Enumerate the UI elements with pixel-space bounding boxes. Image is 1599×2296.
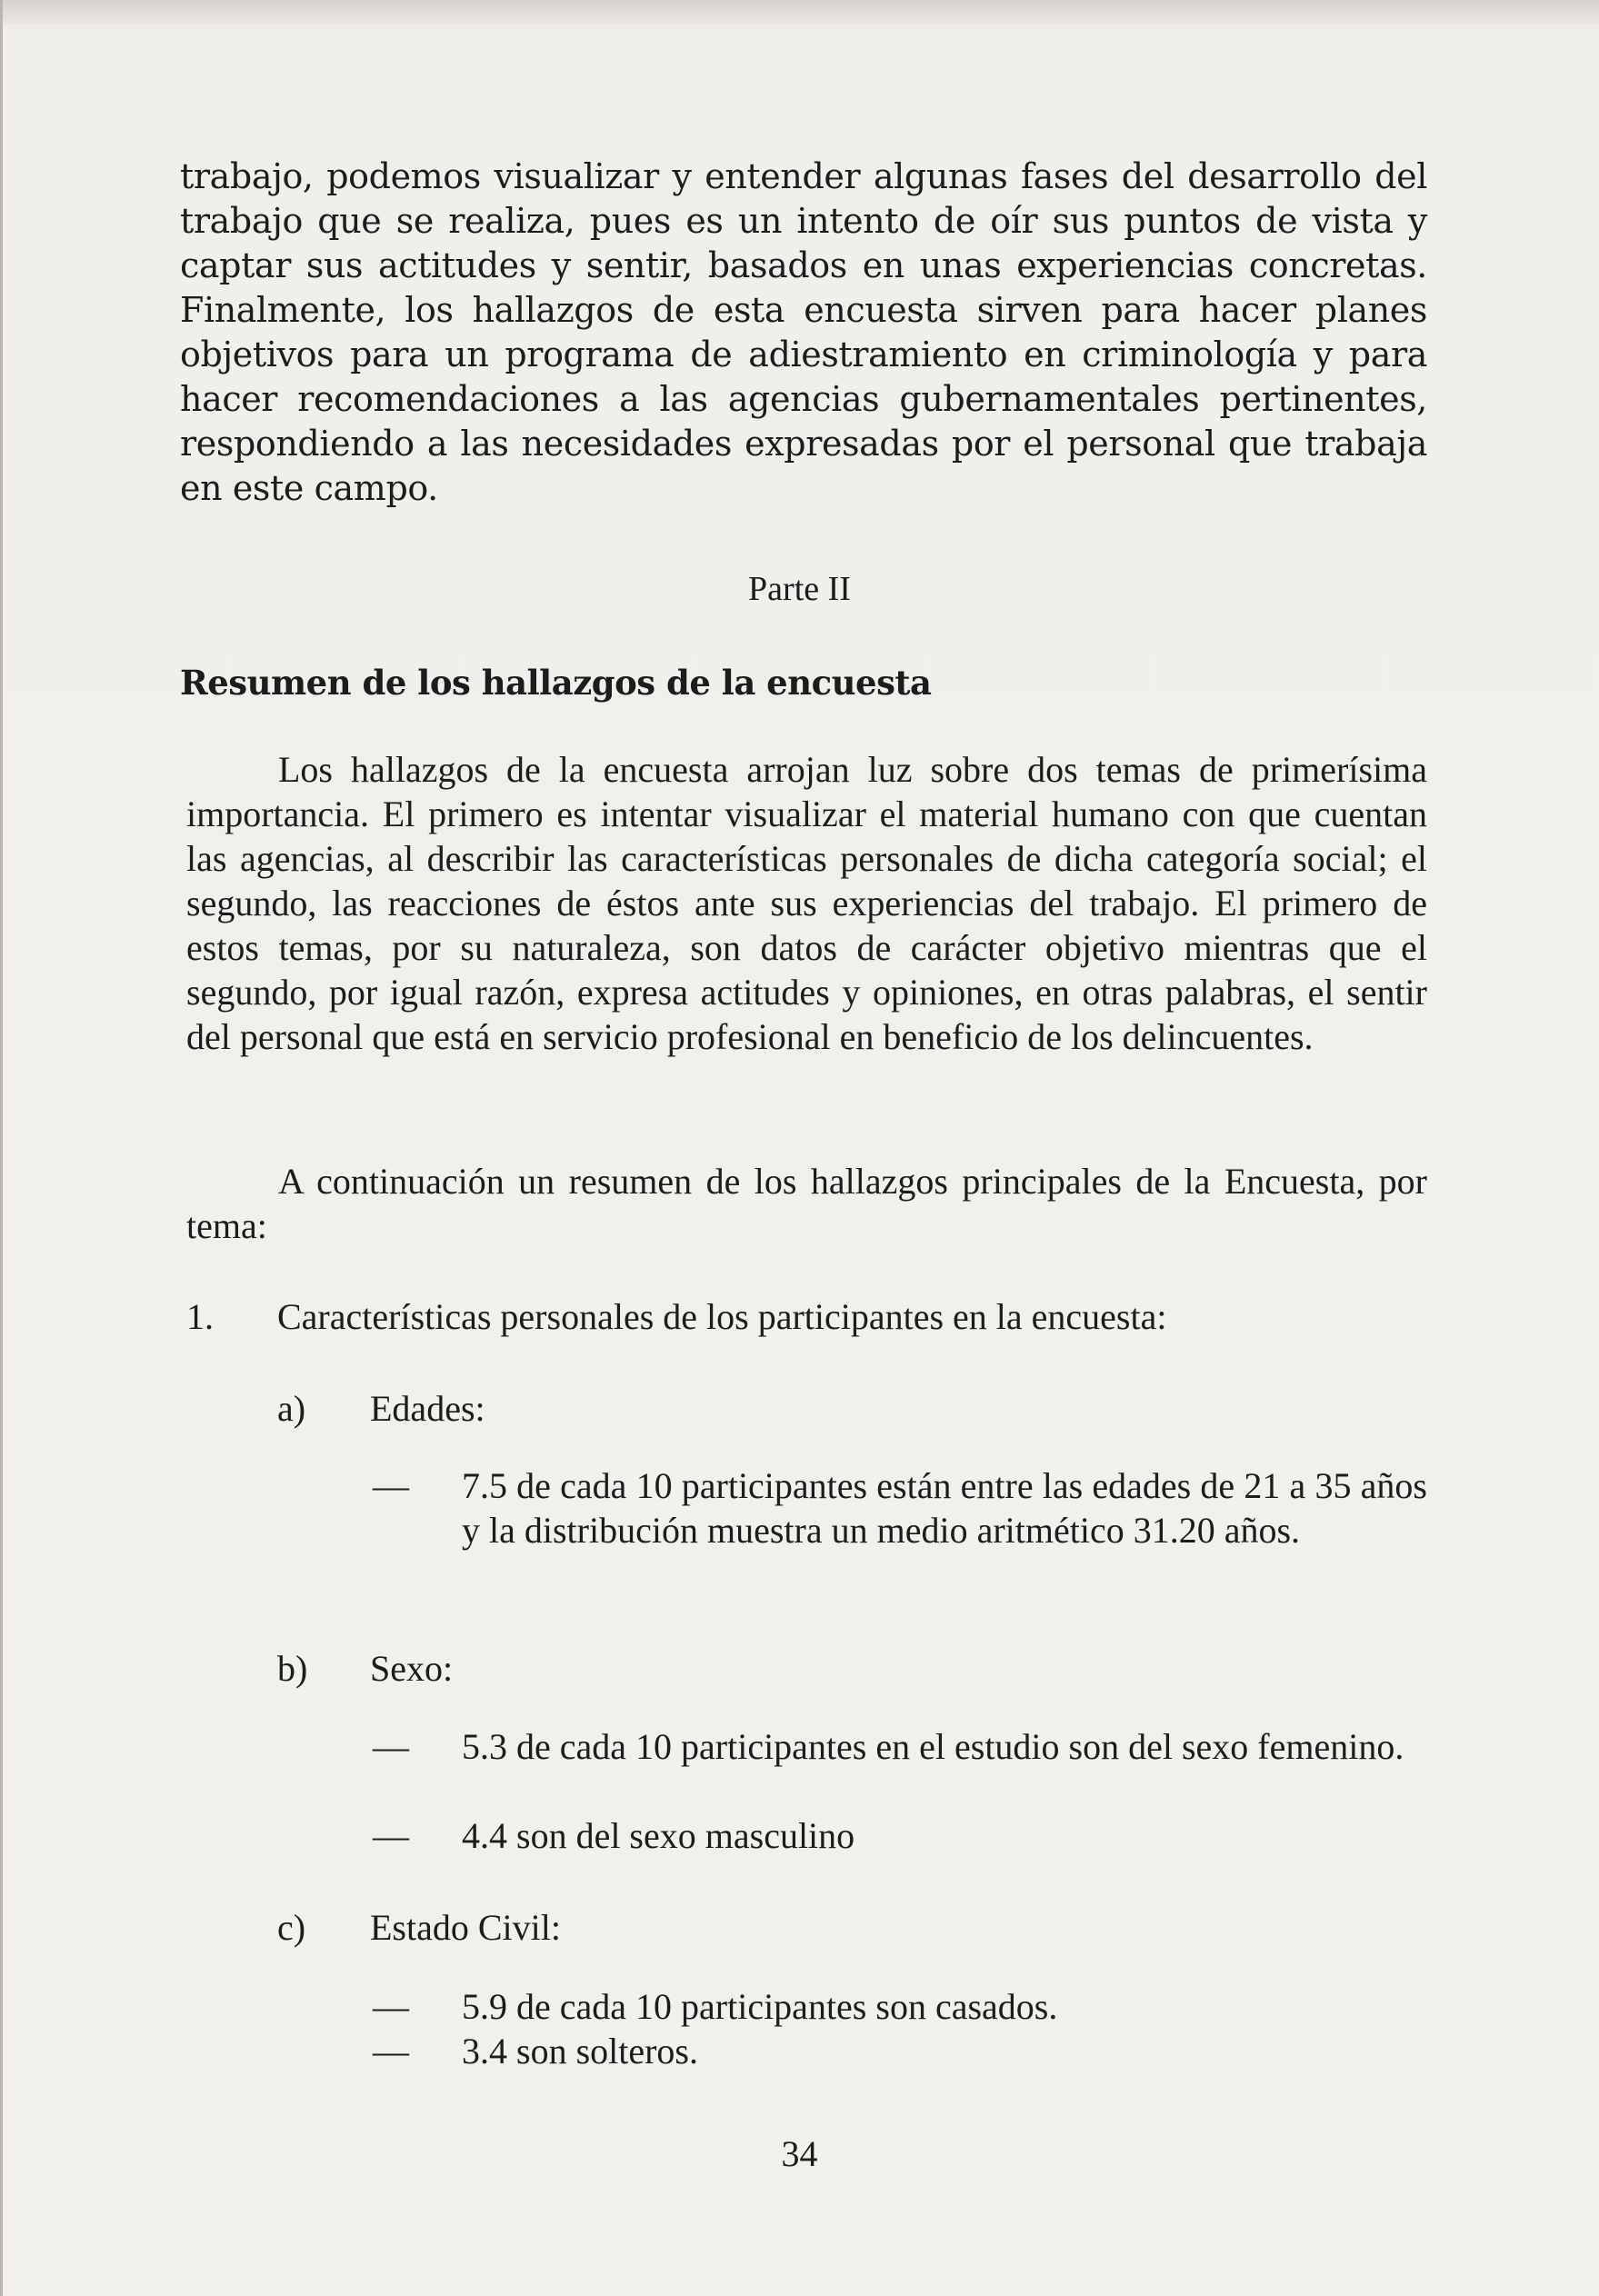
sublist-label-estado-civil: Estado Civil: bbox=[370, 1907, 561, 1948]
scan-top-edge bbox=[0, 0, 1599, 24]
sublist-label-sexo: Sexo: bbox=[370, 1648, 454, 1689]
sublist-marker-a: a) bbox=[277, 1388, 306, 1429]
sublist-marker-b: b) bbox=[277, 1648, 308, 1689]
dash-marker: — bbox=[373, 1726, 409, 1767]
page-number: 34 bbox=[781, 2133, 818, 2174]
section-heading: Resumen de los hallazgos de la encuesta bbox=[180, 663, 932, 703]
point-sexo-2: 4.4 son del sexo masculino bbox=[462, 1815, 855, 1856]
body-paragraph-1: Los hallazgos de la encuesta arrojan luz sobre dos temas de primerísima importancia. El primero es intentar visualizar el material humano con que cuentan las agencias, al describir las características personales de dicha categoría social; el segundo, las reacciones de éstos ante sus experiencias del trabajo. El primero de estos temas, por su naturaleza, son datos de carácter objetivo mientras que el segundo, por igual razón, expresa actitudes y opiniones, en otras palabras, el sentir del personal que está en servicio profesional en beneficio de los delincuentes. bbox=[186, 749, 1427, 1057]
point-edades-1: 7.5 de cada 10 participantes están entre las edades de 21 a 35 años y la distribución muestra un medio aritmético 31.20 años. bbox=[462, 1465, 1427, 1551]
dash-marker: — bbox=[373, 1815, 409, 1856]
dash-marker: — bbox=[373, 2031, 409, 2071]
list-title: Características personales de los participantes en la encuesta: bbox=[277, 1296, 1167, 1337]
sublist-marker-c: c) bbox=[277, 1907, 306, 1948]
point-estado-civil-2: 3.4 son solteros. bbox=[462, 2031, 698, 2071]
part-label: Parte II bbox=[748, 570, 851, 608]
body-paragraph-2: A continuación un resumen de los hallazgos principales de la Encuesta, por tema: bbox=[186, 1161, 1427, 1246]
scan-left-edge bbox=[0, 0, 3, 2296]
point-estado-civil-1: 5.9 de cada 10 participantes son casados. bbox=[462, 1986, 1058, 2027]
dash-marker: — bbox=[373, 1986, 409, 2027]
intro-paragraph: trabajo, podemos visualizar y entender algunas fases del desarrollo del trabajo que se realiza, pues es un intento de oír sus puntos de vista y captar sus actitudes y sentir, basados en unas experiencias concretas. Finalmente, los hallazgos de esta encuesta sirven para hacer planes objetivos para un programa de adiestramiento en criminología y para hacer recomendaciones a las agencias gubernamentales pertinentes, respondiendo a las necesidades expresadas por el personal que trabaja en este campo. bbox=[180, 156, 1427, 508]
dash-marker: — bbox=[373, 1465, 409, 1506]
point-sexo-1: 5.3 de cada 10 participantes en el estudio son del sexo femenino. bbox=[462, 1726, 1404, 1767]
sublist-label-edades: Edades: bbox=[370, 1388, 485, 1429]
list-number: 1. bbox=[186, 1296, 214, 1337]
